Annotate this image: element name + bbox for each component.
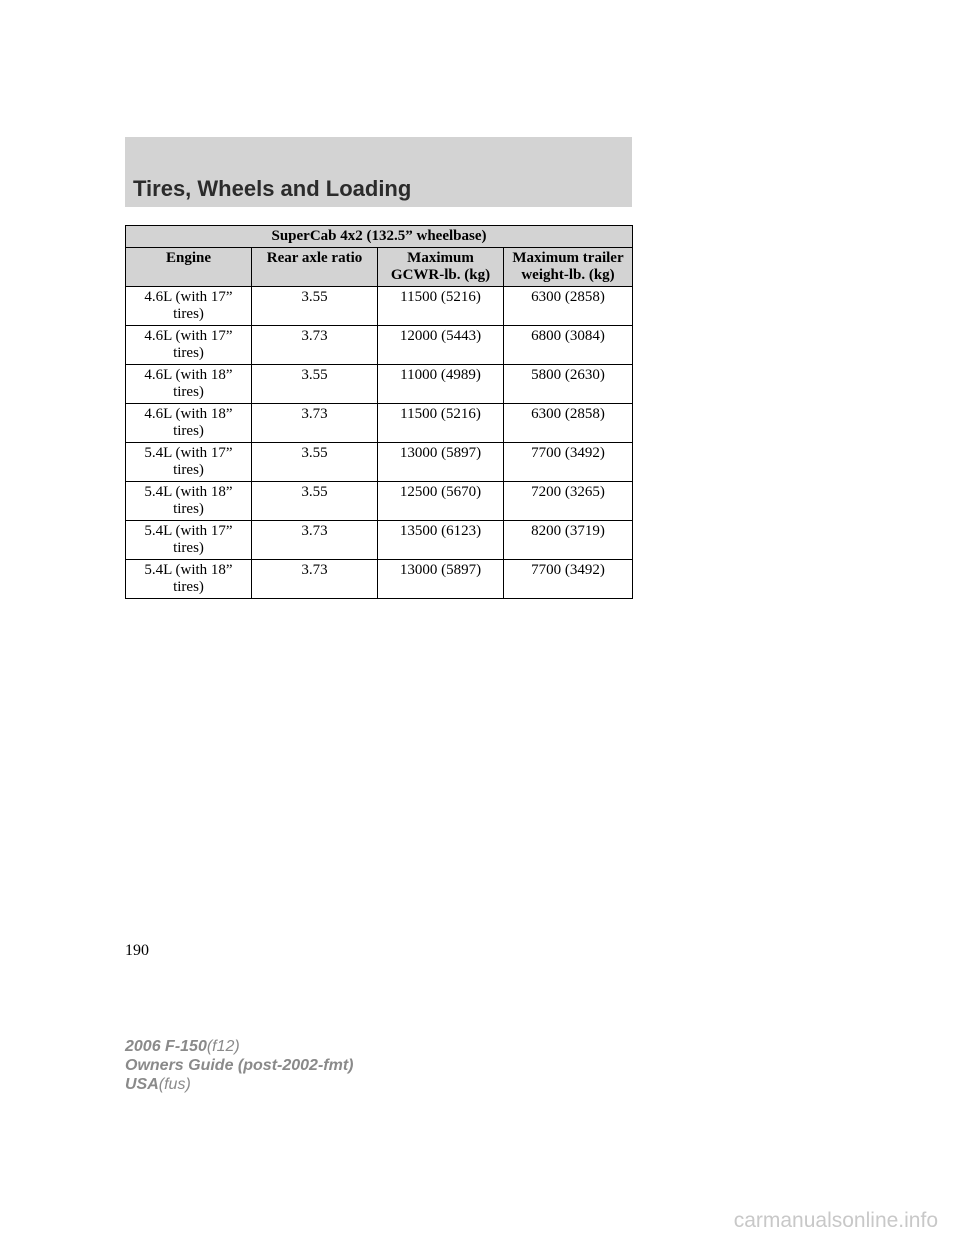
table-cell: 7200 (3265) bbox=[504, 482, 633, 521]
section-title: Tires, Wheels and Loading bbox=[133, 176, 412, 201]
table-cell: 3.73 bbox=[252, 521, 378, 560]
table-cell: 4.6L (with 17” tires) bbox=[126, 287, 252, 326]
table-cell: 13000 (5897) bbox=[378, 560, 504, 599]
table-cell: 12000 (5443) bbox=[378, 326, 504, 365]
table-cell: 11500 (5216) bbox=[378, 287, 504, 326]
page-number: 190 bbox=[125, 942, 149, 959]
table-cell: 5.4L (with 18” tires) bbox=[126, 482, 252, 521]
column-header-trailer-weight: Maximum trailer weight-lb. (kg) bbox=[504, 248, 633, 287]
table-header-row bbox=[126, 248, 633, 287]
table-cell: 3.73 bbox=[252, 404, 378, 443]
table-cell: 13500 (6123) bbox=[378, 521, 504, 560]
table-cell: 3.55 bbox=[252, 482, 378, 521]
table-row bbox=[126, 404, 633, 443]
table-body bbox=[126, 287, 633, 599]
table-cell: 3.55 bbox=[252, 365, 378, 404]
table-row bbox=[126, 326, 633, 365]
footer-guide: Owners Guide (post-2002-fmt) bbox=[125, 1057, 354, 1074]
footer-line-2 bbox=[125, 1056, 353, 1075]
table-cell: 3.55 bbox=[252, 443, 378, 482]
footer-model-code: (f12) bbox=[206, 1038, 240, 1055]
column-header-gcwr: Maximum GCWR-lb. (kg) bbox=[378, 248, 504, 287]
table-cell: 4.6L (with 18” tires) bbox=[126, 365, 252, 404]
footer-market-code: (fus) bbox=[158, 1076, 191, 1093]
table-cell: 3.55 bbox=[252, 287, 378, 326]
table-cell: 6300 (2858) bbox=[504, 287, 633, 326]
table-row bbox=[126, 521, 633, 560]
table-cell: 4.6L (with 17” tires) bbox=[126, 326, 252, 365]
towing-spec-table bbox=[125, 225, 633, 599]
table-cell: 5.4L (with 17” tires) bbox=[126, 521, 252, 560]
footer-model: 2006 F-150 bbox=[125, 1038, 207, 1055]
watermark: carmanualsonline.info bbox=[733, 1209, 938, 1232]
table-cell: 11500 (5216) bbox=[378, 404, 504, 443]
table-row bbox=[126, 443, 633, 482]
table-cell: 5.4L (with 18” tires) bbox=[126, 560, 252, 599]
table-cell: 4.6L (with 18” tires) bbox=[126, 404, 252, 443]
column-header-engine: Engine bbox=[126, 248, 252, 287]
table-caption: SuperCab 4x2 (132.5” wheelbase) bbox=[126, 226, 633, 248]
table-cell: 3.73 bbox=[252, 560, 378, 599]
table-cell: 7700 (3492) bbox=[504, 443, 633, 482]
document-footer bbox=[125, 1037, 353, 1094]
table-cell: 12500 (5670) bbox=[378, 482, 504, 521]
footer-market: USA bbox=[125, 1076, 159, 1093]
table-cell: 7700 (3492) bbox=[504, 560, 633, 599]
table-cell: 5.4L (with 17” tires) bbox=[126, 443, 252, 482]
table-row bbox=[126, 287, 633, 326]
footer-line-1 bbox=[125, 1037, 353, 1056]
table-cell: 5800 (2630) bbox=[504, 365, 633, 404]
table-cell: 13000 (5897) bbox=[378, 443, 504, 482]
table-row bbox=[126, 560, 633, 599]
column-header-axle-ratio: Rear axle ratio bbox=[252, 248, 378, 287]
table-row bbox=[126, 482, 633, 521]
table-cell: 11000 (4989) bbox=[378, 365, 504, 404]
table-row bbox=[126, 365, 633, 404]
footer-line-3 bbox=[125, 1075, 353, 1094]
table-cell: 3.73 bbox=[252, 326, 378, 365]
table-cell: 8200 (3719) bbox=[504, 521, 633, 560]
table-cell: 6300 (2858) bbox=[504, 404, 633, 443]
table-cell: 6800 (3084) bbox=[504, 326, 633, 365]
